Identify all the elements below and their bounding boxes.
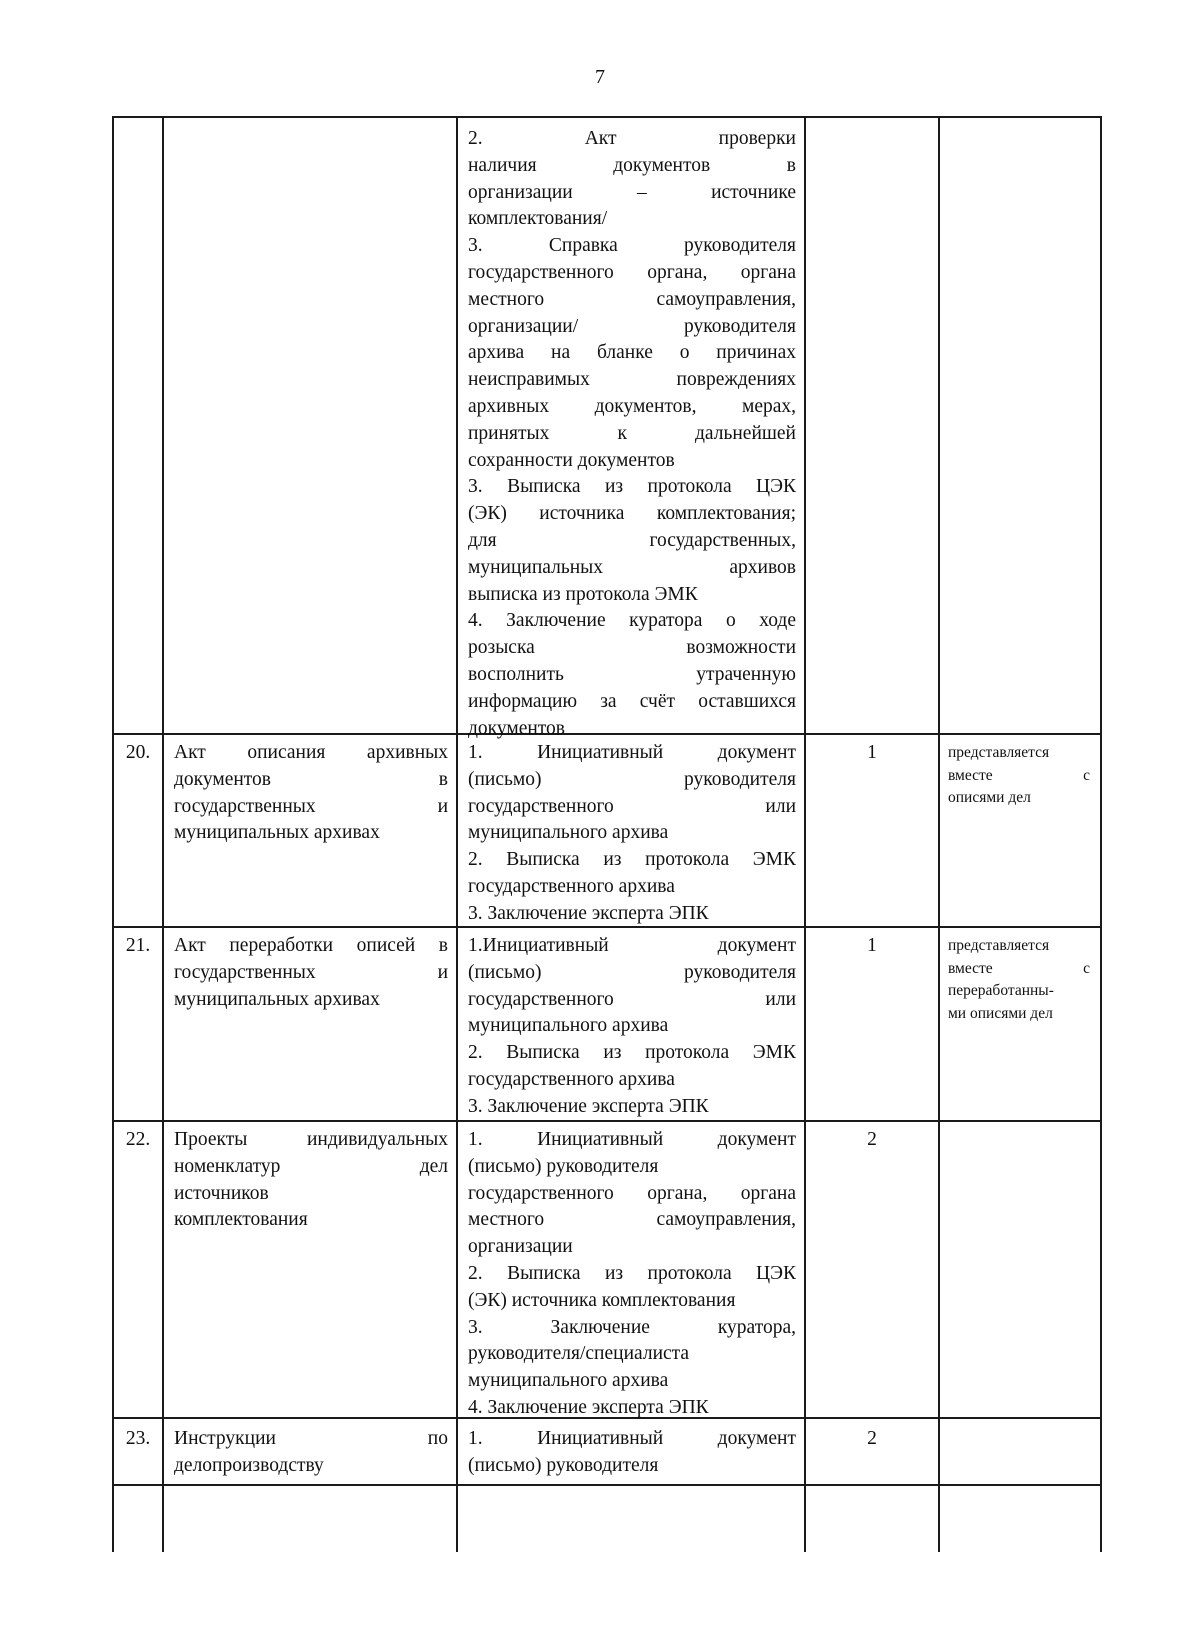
text-line: Акт описания архивных <box>174 742 448 763</box>
text-line: местного самоуправления, <box>468 288 796 310</box>
row-number: 21. <box>125 935 151 956</box>
column-divider <box>162 116 164 1552</box>
text-line: сохранности документов <box>468 449 675 471</box>
text-line: 1. Инициативный документ <box>468 742 796 763</box>
text-line: 2. Акт проверки <box>468 128 796 149</box>
row-documents <box>468 933 796 1121</box>
row-document-name <box>174 740 448 847</box>
text-line: представляется <box>948 937 1050 954</box>
text-line: документов <box>468 717 566 739</box>
text-line: переработанны- <box>948 982 1054 999</box>
text-line: 4. Заключение куратора о ходе <box>468 610 796 632</box>
text-line: государственного или <box>468 795 796 817</box>
row-number: 20. <box>125 742 151 763</box>
text-line: государственного архива <box>468 875 675 897</box>
text-line: (ЭК) источника комплектования <box>468 1289 736 1311</box>
text-line: Проекты индивидуальных <box>174 1129 448 1150</box>
copies-count: 1 <box>867 742 877 763</box>
text-line: государственного органа, органа <box>468 1182 796 1204</box>
column-divider <box>938 116 940 1552</box>
text-line: 2. Выписка из протокола ЭМК <box>468 1042 796 1064</box>
text-line: (письмо) руководителя <box>468 1155 659 1177</box>
row-document-name <box>174 933 448 1013</box>
text-line: (письмо) руководителя <box>468 961 796 983</box>
row-note <box>948 935 1090 1025</box>
text-line: номенклатур дел <box>174 1155 448 1177</box>
documents-table <box>112 116 1146 1552</box>
row-document-name <box>174 1426 448 1480</box>
copies-count: 1 <box>867 935 877 956</box>
text-line: розыска возможности <box>468 637 796 659</box>
text-line: принятых к дальнейшей <box>468 422 796 444</box>
text-line: 3. Выписка из протокола ЦЭК <box>468 476 796 498</box>
text-line: 2. Выписка из протокола ЦЭК <box>468 1262 796 1284</box>
text-line: источников <box>174 1182 269 1204</box>
text-line: муниципальных архивах <box>174 822 380 844</box>
text-line: организации/ руководителя <box>468 315 796 337</box>
text-line: муниципального архива <box>468 822 669 844</box>
text-line: 2. Выписка из протокола ЭМК <box>468 849 796 871</box>
table-border-right <box>1100 116 1102 1552</box>
text-line: Инструкции по <box>174 1428 448 1449</box>
text-line: муниципальных архивах <box>174 988 380 1010</box>
text-line: вместе с <box>948 766 1090 784</box>
text-line: организации <box>468 1236 573 1258</box>
column-divider <box>804 116 806 1552</box>
table-border-top <box>112 116 1100 118</box>
text-line: 1. Инициативный документ <box>468 1129 796 1150</box>
column-divider <box>456 116 458 1552</box>
text-line: муниципального архива <box>468 1015 669 1037</box>
text-line: информацию за счёт оставшихся <box>468 690 796 712</box>
text-line: (письмо) руководителя <box>468 768 796 790</box>
row-document-name <box>174 1127 448 1234</box>
text-line: 3. Заключение эксперта ЭПК <box>468 902 709 924</box>
text-line: муниципальных архивов <box>468 556 796 578</box>
table-border-left <box>112 116 114 1552</box>
text-line: государственного органа, органа <box>468 261 796 283</box>
row-documents <box>468 1127 796 1422</box>
text-line: государственных и <box>174 961 448 983</box>
text-line: документов в <box>174 768 448 790</box>
text-line: комплектования/ <box>468 208 608 230</box>
text-line: 3. Заключение куратора, <box>468 1316 796 1338</box>
text-line: 3. Заключение эксперта ЭПК <box>468 1095 709 1117</box>
text-line: государственного или <box>468 988 796 1010</box>
text-line: выписка из протокола ЭМК <box>468 583 698 605</box>
text-line: восполнить утраченную <box>468 663 796 685</box>
text-line: организации – источнике <box>468 181 796 203</box>
text-line: представляется <box>948 744 1050 761</box>
row-number: 22. <box>125 1129 151 1150</box>
text-line: 1.Инициативный документ <box>468 935 796 956</box>
text-line: комплектования <box>174 1209 308 1231</box>
text-line: неисправимых повреждениях <box>468 369 796 391</box>
text-line: описями дел <box>948 789 1031 806</box>
page-number: 7 <box>595 66 605 88</box>
row-number: 23. <box>125 1428 151 1449</box>
text-line: государственных и <box>174 795 448 817</box>
text-line: Акт переработки описей в <box>174 935 448 956</box>
text-line: ми описями дел <box>948 1004 1053 1022</box>
text-line: (ЭК) источника комплектования; <box>468 503 796 525</box>
row-note <box>948 742 1090 810</box>
text-line: наличия документов в <box>468 154 796 176</box>
text-line: государственного архива <box>468 1068 675 1090</box>
text-line: делопроизводству <box>174 1454 324 1476</box>
copies-count: 2 <box>867 1428 877 1449</box>
copies-count: 2 <box>867 1129 877 1150</box>
text-line: руководителя/специалиста <box>468 1343 690 1365</box>
row-documents <box>468 126 796 742</box>
text-line: архива на бланке о причинах <box>468 342 796 364</box>
text-line: для государственных, <box>468 529 796 551</box>
text-line: местного самоуправления, <box>468 1209 796 1231</box>
row-documents <box>468 1426 796 1480</box>
text-line: 3. Справка руководителя <box>468 235 796 257</box>
text-line: вместе с <box>948 959 1090 977</box>
text-line: (письмо) руководителя <box>468 1454 659 1476</box>
row-documents <box>468 740 796 928</box>
text-line: 4. Заключение эксперта ЭПК <box>468 1396 709 1418</box>
text-line: муниципального архива <box>468 1370 669 1392</box>
text-line: 1. Инициативный документ <box>468 1428 796 1449</box>
table-border-bottom <box>112 1484 1100 1486</box>
text-line: архивных документов, мерах, <box>468 395 796 417</box>
